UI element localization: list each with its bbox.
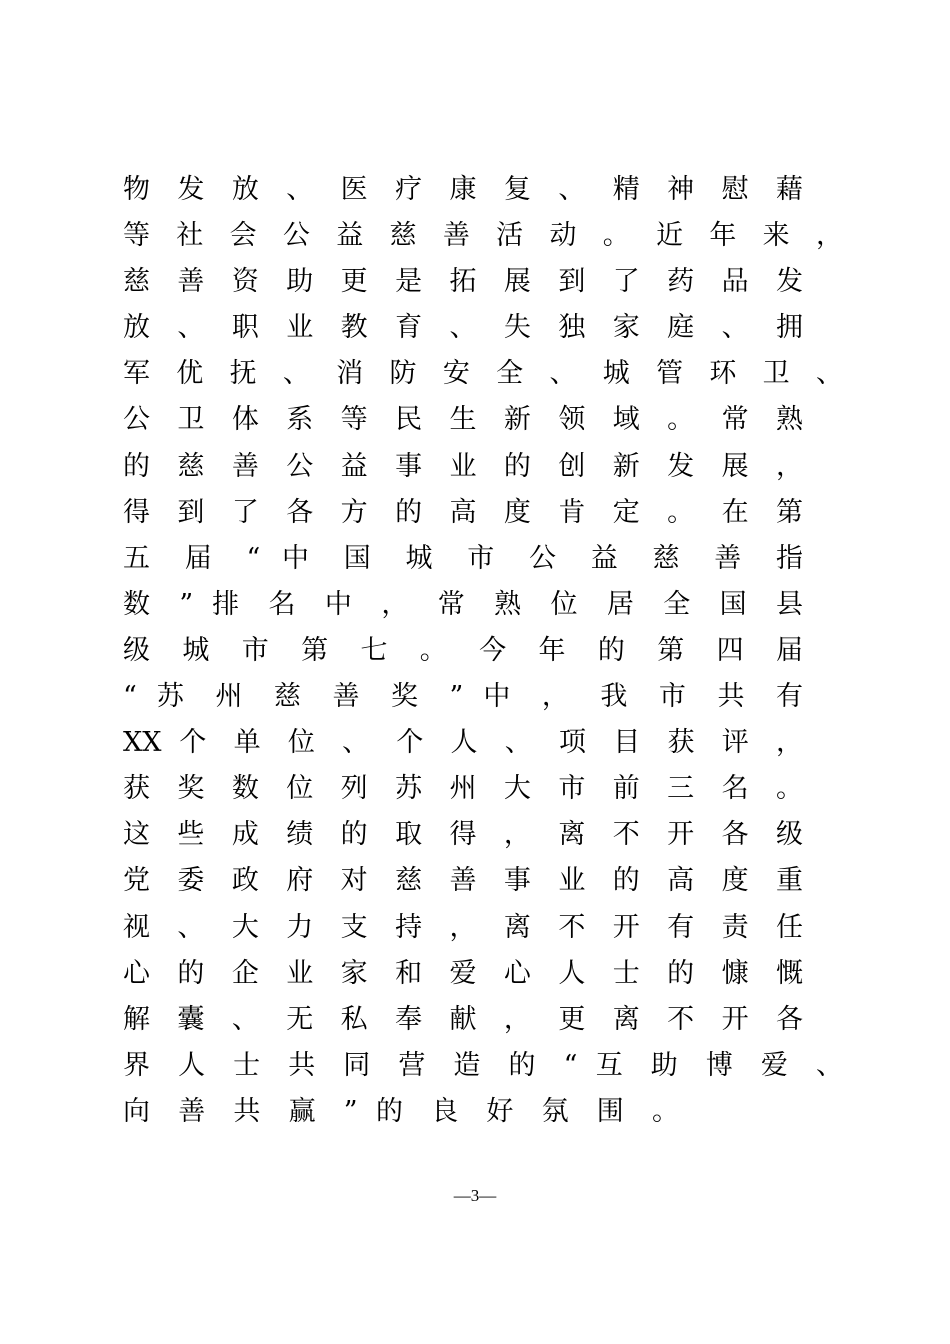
text-line: 公 卫 体 系 等 民 生 新 领 域 。 常 熟 bbox=[123, 404, 803, 436]
text-line: 视 、 大 力 支 持 ， 离 不 开 有 责 任 bbox=[123, 911, 803, 943]
text-line: 得 到 了 各 方 的 高 度 肯 定 。 在 第 bbox=[123, 496, 803, 528]
text-line: 级 城 市 第 七 。 今 年 的 第 四 届 bbox=[123, 634, 803, 666]
text-line: 的 慈 善 公 益 事 业 的 创 新 发 展 ， bbox=[123, 450, 803, 482]
body-paragraph bbox=[123, 167, 843, 1135]
text-line: 慈 善 资 助 更 是 拓 展 到 了 药 品 发 bbox=[123, 266, 803, 298]
text-line: 数 ” 排 名 中 ， 常 熟 位 居 全 国 县 bbox=[123, 588, 803, 620]
text-line: “ 苏 州 慈 善 奖 ” 中 ， 我 市 共 有 bbox=[123, 681, 803, 713]
text-line: 这 些 成 绩 的 取 得 ， 离 不 开 各 级 bbox=[123, 819, 803, 851]
page-number: —3— bbox=[453, 1186, 497, 1205]
text-line: XX 个 单 位 、 个 人 、 项 目 获 评 ， bbox=[123, 727, 803, 759]
text-line: 界 人 士 共 同 营 造 的 “ 互 助 博 爱 、 bbox=[123, 1049, 843, 1081]
text-line: 心 的 企 业 家 和 爱 心 人 士 的 慷 慨 bbox=[123, 957, 803, 989]
text-line: 放 、 职 业 教 育 、 失 独 家 庭 、 拥 bbox=[123, 312, 803, 344]
text-line: 获 奖 数 位 列 苏 州 大 市 前 三 名 。 bbox=[123, 773, 803, 805]
text-line: 军 优 抚 、 消 防 安 全 、 城 管 环 卫 、 bbox=[123, 358, 843, 390]
text-line: 五 届 “ 中 国 城 市 公 益 慈 善 指 bbox=[123, 542, 803, 574]
text-line: 等 社 会 公 益 慈 善 活 动 。 近 年 来 ， bbox=[123, 220, 843, 252]
text-line: 解 囊 、 无 私 奉 献 ， 更 离 不 开 各 bbox=[123, 1003, 803, 1035]
text-line: 向 善 共 赢 ” 的 良 好 氛 围 。 bbox=[123, 1095, 679, 1127]
text-line: 物 发 放 、 医 疗 康 复 、 精 神 慰 藉 bbox=[123, 174, 803, 205]
text-line: 党 委 政 府 对 慈 善 事 业 的 高 度 重 bbox=[123, 865, 803, 897]
